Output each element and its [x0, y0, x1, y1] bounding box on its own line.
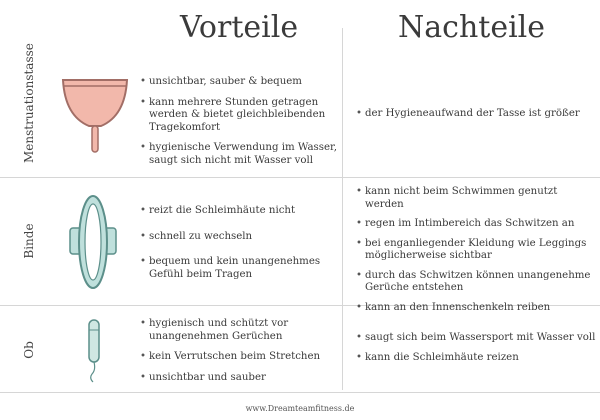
- cup-stem: [92, 126, 98, 152]
- list-item: • hygienische Verwendung im Wasser, saugt sich nicht mit Wasser voll: [140, 142, 340, 167]
- list-item: • unsichtbar und sauber: [140, 372, 340, 385]
- list-item: • kann an den Innenschenkeln reiben: [356, 302, 596, 315]
- header-advantages: Vorteile: [180, 10, 299, 45]
- row-divider: [0, 392, 600, 393]
- sanitary-pad-icon: [68, 192, 118, 292]
- tampon-string: [91, 362, 95, 382]
- list-item: • kann die Schleimhäute reizen: [356, 352, 596, 365]
- cons-list-binde: [356, 186, 596, 321]
- row-label-menstruationstasse: Menstruationstasse: [22, 43, 36, 163]
- menstrual-cup-icon: [55, 72, 135, 162]
- list-item: • bequem und kein unangenehmes Gefühl beim Tragen: [140, 256, 340, 281]
- cons-list-ob: [356, 332, 596, 371]
- cons-list-menstruationstasse: [356, 108, 596, 128]
- list-item: • der Hygieneaufwand der Tasse ist größer: [356, 108, 596, 121]
- list-item: • kein Verrutschen beim Stretchen: [140, 351, 340, 364]
- row-label-binde: Binde: [22, 223, 36, 259]
- row-label-ob: Ob: [22, 341, 36, 359]
- tampon-body: [89, 320, 99, 362]
- list-item: • durch das Schwitzen können unangenehme Gerüche entstehen: [356, 270, 596, 295]
- cup-body: [63, 80, 127, 126]
- pros-list-menstruationstasse: [140, 76, 340, 175]
- list-item: • schnell zu wechseln: [140, 231, 340, 244]
- list-item: • unsichtbar, sauber & bequem: [140, 76, 340, 89]
- list-item: • regen im Intimbereich das Schwitzen an: [356, 218, 596, 231]
- list-item: • saugt sich beim Wassersport mit Wasser voll: [356, 332, 596, 345]
- list-item: • kann nicht beim Schwimmen genutzt werden: [356, 186, 596, 211]
- pros-list-binde: [140, 205, 340, 289]
- list-item: • hygienisch und schützt vor unangenehmen Gerüchen: [140, 318, 340, 343]
- footer-url: www.Dreamteamfitness.de: [245, 404, 355, 413]
- header-disadvantages: Nachteile: [398, 10, 546, 45]
- row-divider: [0, 177, 600, 178]
- pros-list-ob: [140, 318, 340, 392]
- list-item: • reizt die Schleimhäute nicht: [140, 205, 340, 218]
- list-item: • bei enganliegender Kleidung wie Leggings möglicherweise sichtbar: [356, 238, 596, 263]
- tampon-icon: [82, 316, 106, 386]
- list-item: • kann mehrere Stunden getragen werden & bietet gleichbleibenden Tragekomfort: [140, 97, 340, 135]
- column-divider: [342, 28, 343, 390]
